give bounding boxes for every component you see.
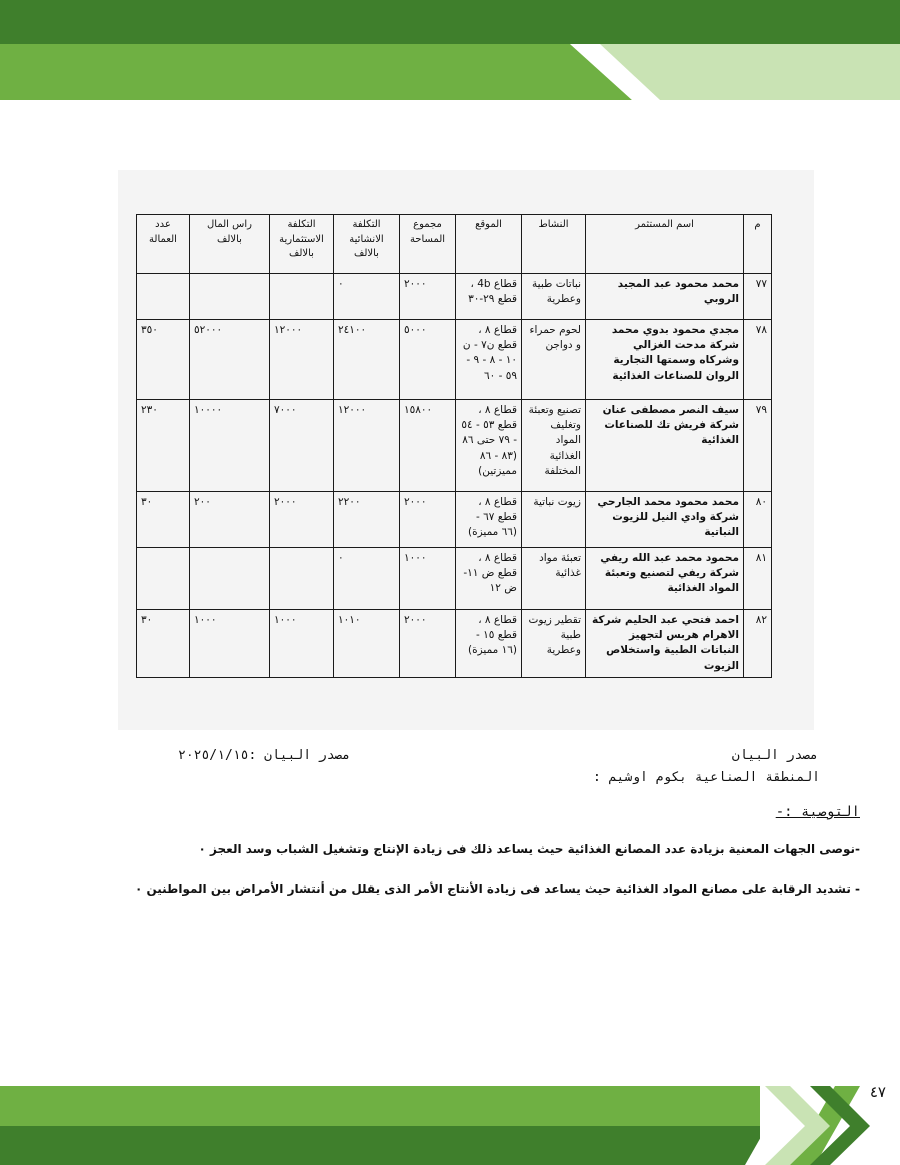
cell-location: قطاع ٨ ، قطع ن٧ - ن ١٠ - ٨ - ٩ - ٥٩ - ٦٠ [456,320,522,400]
cell-investment [270,548,334,610]
header-area: مجموع المساحة [400,215,456,274]
cell-investment: ١٢٠٠٠ [270,320,334,400]
source-date: مصدر البيان :٢٠٢٥/١/١٥ [178,748,351,763]
cell-construction: ٢٤١٠٠ [334,320,400,400]
table-row [137,610,772,678]
table-row [137,492,772,548]
cell-area: ١٠٠٠ [400,548,456,610]
cell-construction: ٠ [334,548,400,610]
header-capital: راس المال بالالف [190,215,270,274]
cell-area: ٥٠٠٠ [400,320,456,400]
cell-activity: لحوم حمراء و دواجن [522,320,586,400]
cell-capital: ٥٢٠٠٠ [190,320,270,400]
cell-labor [137,548,190,610]
header-idx: م [744,215,772,274]
cell-activity: زيوت نباتية [522,492,586,548]
recommendation-item: -نوصى الجهات المعنية بزيادة عدد المصانع الغذائية حيث يساعد ذلك فى زيادة الإنتاج وتشغيل الشباب وسد العجز ٠ [198,842,860,856]
cell-labor: ٣٠ [137,492,190,548]
table-row [137,320,772,400]
table-row [137,400,772,492]
page-number: ٤٧ [869,1083,886,1101]
cell-capital [190,274,270,320]
cell-area: ٢٠٠٠ [400,274,456,320]
table-row [137,274,772,320]
cell-investment: ٢٠٠٠ [270,492,334,548]
cell-location: قطاع 4b ، قطع ٢٩-٣٠ [456,274,522,320]
header-decoration [0,0,900,100]
cell-construction: ١٠١٠ [334,610,400,678]
cell-activity: تصنيع وتعبئة وتغليف المواد الغذائية المختلفة [522,400,586,492]
cell-labor [137,274,190,320]
cell-labor: ٣٥٠ [137,320,190,400]
cell-labor: ٢٣٠ [137,400,190,492]
cell-area: ٢٠٠٠ [400,610,456,678]
cell-capital: ٢٠٠ [190,492,270,548]
cell-activity: تعبئة مواد غذائية [522,548,586,610]
header-location: الموقع [456,215,522,274]
cell-investor: محمود محمد عبد الله ريفي شركة ريفي لتصنيع وتعبئة المواد الغذائية [586,548,744,610]
cell-idx: ٨٠ [744,492,772,548]
cell-capital: ١٠٠٠ [190,610,270,678]
table-row [137,548,772,610]
table-header-row [137,215,772,274]
cell-capital: ١٠٠٠٠ [190,400,270,492]
cell-investment [270,274,334,320]
source-label: مصدر البيان [731,748,818,763]
cell-activity: تقطير زيوت طبية وعطرية [522,610,586,678]
cell-area: ١٥٨٠٠ [400,400,456,492]
cell-construction: ١٢٠٠٠ [334,400,400,492]
footer-decoration [0,1086,900,1165]
cell-investment: ٧٠٠٠ [270,400,334,492]
cell-investor: محمد محمود محمد الجارحي شركة وادي النيل للزيوت النباتية [586,492,744,548]
recommendation-item: - تشديد الرقابة على مصانع المواد الغذائية حيث يساعد فى زيادة الأنتاج الأمر الذى يقلل من أنتشار الأمراض بين المواطنين ٠ [134,882,860,896]
cell-location: قطاع ٨ ، قطع ١٥ - (١٦ مميزة) [456,610,522,678]
header-investment: التكلفة الاستثمارية بالالف [270,215,334,274]
header-construction: التكلفة الانشائية بالالف [334,215,400,274]
header-labor: عدد العمالة [137,215,190,274]
zone-label: المنطقة الصناعية بكوم اوشيم : [593,770,820,785]
cell-capital [190,548,270,610]
cell-idx: ٧٧ [744,274,772,320]
cell-idx: ٧٨ [744,320,772,400]
cell-investor: محمد محمود عبد المجيد الروبي [586,274,744,320]
cell-labor: ٣٠ [137,610,190,678]
cell-area: ٢٠٠٠ [400,492,456,548]
cell-investment: ١٠٠٠ [270,610,334,678]
cell-idx: ٧٩ [744,400,772,492]
cell-activity: نباتات طبية وعطرية [522,274,586,320]
investors-table [136,214,772,678]
cell-investor: احمد فتحي عبد الحليم شركة الاهرام هربس لتجهيز النباتات الطبية واستخلاص الزيوت [586,610,744,678]
cell-investor: سيف النصر مصطفى عنان شركة فريش تك للصناعات الغذائية [586,400,744,492]
cell-location: قطاع ٨ ، قطع ٥٣ - ٥٤ - ٧٩ حتى ٨٦ (٨٣ - ٨٦ مميزتين) [456,400,522,492]
header-investor: اسم المستثمر [586,215,744,274]
cell-investor: مجدي محمود بدوي محمد شركة مدحت الغزالي وشركاه وسمتها التجارية الروان للصناعات الغذائية [586,320,744,400]
header-activity: النشاط [522,215,586,274]
cell-construction: ٢٢٠٠ [334,492,400,548]
cell-location: قطاع ٨ ، قطع ض ١١- ض ١٢ [456,548,522,610]
cell-idx: ٨٢ [744,610,772,678]
recommendation-title: التوصية :- [775,804,860,820]
cell-construction: ٠ [334,274,400,320]
cell-idx: ٨١ [744,548,772,610]
cell-location: قطاع ٨ ، قطع ٦٧ - (٦٦ مميزة) [456,492,522,548]
